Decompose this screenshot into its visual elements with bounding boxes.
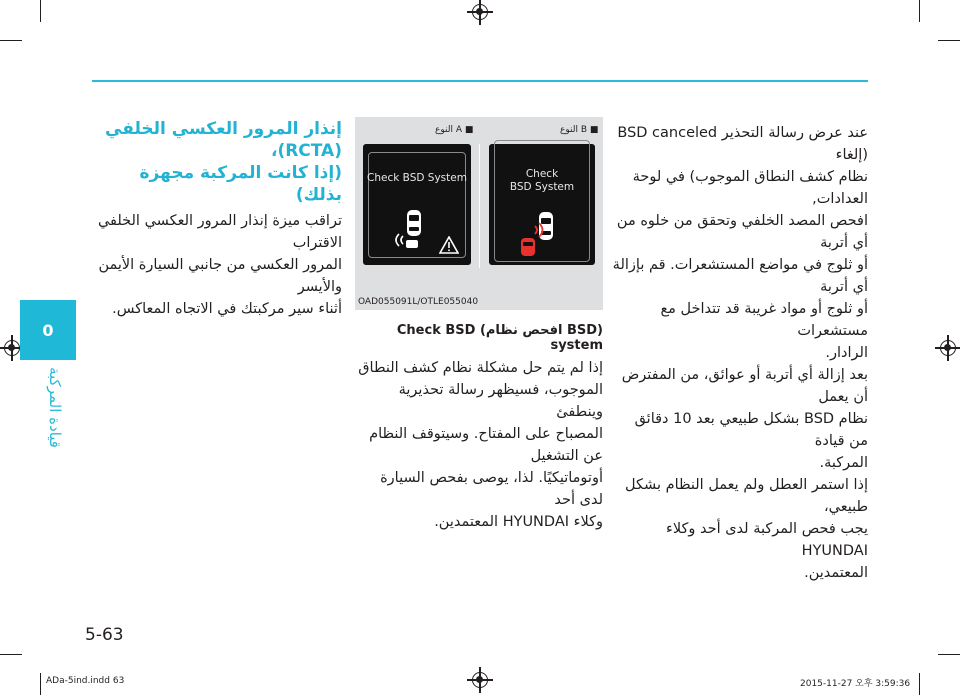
text-line: نظام BSD بشكل طبيعي بعد 10 دقائق من قيادة xyxy=(634,411,868,449)
slug-right: 2015-11-27 오후 3:59:36 xyxy=(800,679,911,689)
header-rule xyxy=(92,80,868,82)
middle-column xyxy=(355,323,603,533)
car-radar-icon xyxy=(389,206,439,250)
text-line: بعد إزالة أي أتربة أو عوائق، من المفترض أن يعمل xyxy=(621,367,868,405)
figure-tag-b: النوع B ■ xyxy=(560,125,599,135)
text-line: أو ثلوج في مواضع المستشعرات. قم بإزالة أي أتربة xyxy=(612,257,868,295)
crop-mark xyxy=(0,654,22,655)
text-line: إذا لم يتم حل مشكلة نظام كشف النطاق xyxy=(358,360,603,376)
text-line: أو ثلوج أو مواد غريبة قد تتداخل مع مستشعرات xyxy=(660,301,868,339)
chapter-tab xyxy=(20,300,76,360)
text-line: يجب فحص المركبة لدى أحد وكلاء HYUNDAI xyxy=(666,521,868,559)
warning-triangle-icon xyxy=(439,236,459,254)
chapter-side-label: قيادة المركبة xyxy=(46,366,64,448)
text-line: عند عرض رسالة التحذير BSD canceled (إلغاء xyxy=(617,125,868,163)
panel-title-line-1: Check xyxy=(525,168,559,180)
registration-mark-icon xyxy=(472,672,488,688)
figure-divider xyxy=(479,144,480,268)
crop-mark xyxy=(919,673,920,695)
crop-mark xyxy=(40,673,41,695)
crop-mark xyxy=(938,654,960,655)
crop-mark xyxy=(40,0,41,22)
text-line: إذا استمر العطل ولم يعمل النظام بشكل طبيعي، xyxy=(625,477,868,515)
text-line: المركبة. xyxy=(819,455,868,471)
figure-tag-a: النوع A ■ xyxy=(435,125,474,135)
crop-mark xyxy=(938,40,960,41)
text-line: الموجوب، فسيظهر رسالة تحذيرية وينطفئ xyxy=(398,382,603,420)
cluster-panel-type-a xyxy=(363,144,471,265)
slug-left: ADa-5ind.indd 63 xyxy=(46,676,125,686)
text-line: أثناء سير مركبتك في الاتجاه المعاكس. xyxy=(112,301,342,317)
figure-code: OAD055091L/OTLE055040 xyxy=(358,297,479,307)
registration-mark-icon xyxy=(940,340,956,356)
crop-mark xyxy=(919,0,920,22)
left-column xyxy=(92,118,342,320)
text-line: الرادار. xyxy=(825,345,868,361)
registration-mark-icon xyxy=(4,340,20,356)
text-line: المصباح على المفتاح. وسيتوقف النظام عن التشغيل xyxy=(369,426,603,464)
text-line: وكلاء HYUNDAI المعتمدين. xyxy=(434,514,603,530)
chapter-tab-number: 0 xyxy=(42,320,54,340)
registration-mark-icon xyxy=(472,4,488,20)
car-radar-icon xyxy=(515,210,571,260)
section-subheading: (إذا كانت المركبة مجهزة بذلك) xyxy=(139,163,342,205)
section-caption: (BSD افحص نظام) Check BSD system xyxy=(396,323,603,353)
text-line: تراقب ميزة إنذار المرور العكسي الخلفي الاقتراب xyxy=(97,213,342,251)
text-line: أوتوماتيكيًا. لذا، يوصى بفحص السيارة لدى أحد xyxy=(380,470,603,508)
right-column xyxy=(612,122,868,584)
page-number: 5-63 xyxy=(85,625,124,645)
panel-title-line-2: BSD System xyxy=(509,181,575,193)
text-line: نظام كشف النطاق الموجوب) في لوحة العدادات, xyxy=(632,169,868,207)
text-line: المعتمدين. xyxy=(804,565,868,581)
section-heading: إنذار المرور العكسي الخلفي (RCTA)، xyxy=(105,119,342,161)
panel-title: Check BSD System xyxy=(367,172,467,184)
figure-cluster-display xyxy=(355,117,603,310)
text-line: المرور العكسي من جانبي السيارة الأيمن والأيسر xyxy=(98,257,342,295)
cluster-panel-type-b xyxy=(489,144,595,265)
crop-mark xyxy=(0,40,22,41)
text-line: افحص المصد الخلفي وتحقق من خلوه من أي أتربة xyxy=(616,213,868,251)
